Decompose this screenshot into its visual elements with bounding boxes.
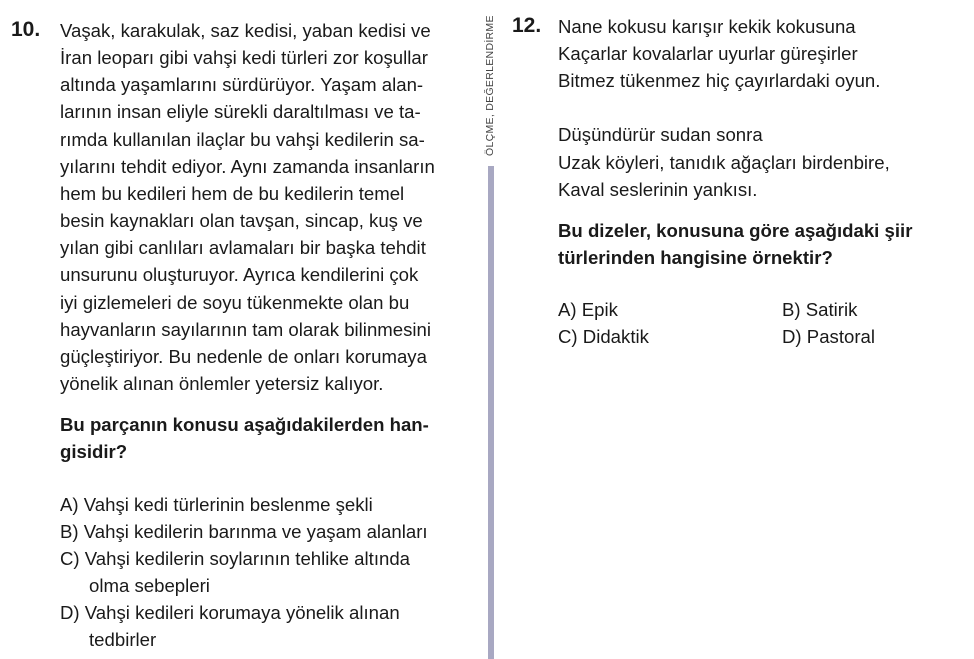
question-12-options xyxy=(558,296,974,350)
question-10-options xyxy=(60,491,480,654)
passage-line: larının insan eliyle sürekli daraltılması ve ta- xyxy=(60,101,421,123)
prompt-line: Bu parçanın konusu aşağıdakilerden han- xyxy=(60,414,429,436)
question-10-passage xyxy=(60,17,480,397)
passage-line: İran leoparı gibi vahşi kedi türleri zor koşullar xyxy=(60,47,428,69)
prompt-line: türlerinden hangisine örnektir? xyxy=(558,247,833,269)
poem-line: Kaçarlar kovalarlar uyurlar güreşirler xyxy=(558,43,858,65)
options-row xyxy=(558,323,974,350)
option-c[interactable] xyxy=(60,545,480,599)
option-a[interactable]: A) Vahşi kedi türlerinin beslenme şekli xyxy=(60,493,373,515)
passage-line: güçleştiriyor. Bu nedenle de onları korumaya xyxy=(60,345,427,367)
option-d-line-1: D) Vahşi kedileri korumaya yönelik alınan xyxy=(60,602,400,624)
prompt-line: gisidir? xyxy=(60,441,128,463)
section-side-label-text: ÖLÇME, DEĞERLENDİRME xyxy=(484,15,496,156)
poem-line: Kaval seslerinin yankısı. xyxy=(558,178,758,200)
passage-line: yılan gibi canlıları avlamaları bir başka tehdit xyxy=(60,237,426,259)
poem-line: Uzak köyleri, tanıdık ağaçları birdenbire, xyxy=(558,151,890,173)
question-10-number: 10. xyxy=(11,18,41,41)
option-d[interactable] xyxy=(60,599,480,653)
poem-line: Nane kokusu karışır kekik kokusuna xyxy=(558,16,856,37)
option-c-line-2: olma sebepleri xyxy=(89,574,210,596)
passage-line: yılarını tehdit ediyor. Aynı zamanda insanların xyxy=(60,155,435,177)
question-12-number: 12. xyxy=(512,14,542,37)
passage-line: unsurunu oluşturuyor. Ayrıca kendilerini çok xyxy=(60,264,419,286)
passage-line: hayvanların sayılarının tam olarak bilinmesini xyxy=(60,318,432,340)
question-12-poem-stanza-1 xyxy=(558,13,974,94)
poem-line: Düşündürür sudan sonra xyxy=(558,124,763,146)
passage-line: iyi gizlemeleri de soyu tükenmekte olan bu xyxy=(60,291,410,313)
column-divider-bar xyxy=(488,166,494,659)
poem-line: Bitmez tükenmez hiç çayırlardaki oyun. xyxy=(558,70,881,92)
option-b[interactable]: B) Vahşi kedilerin barınma ve yaşam alanları xyxy=(60,520,428,542)
passage-line: hem bu kedileri hem de bu kedilerin temel xyxy=(60,182,405,204)
passage-line: rımda kullanılan ilaçlar bu vahşi kedilerin sa- xyxy=(60,128,425,150)
passage-line: altında yaşamlarını sürdürüyor. Yaşam alan- xyxy=(60,74,424,96)
passage-line: besin kaynakları olan tavşan, sincap, kuş ve xyxy=(60,210,423,232)
option-c-line-1: C) Vahşi kedilerin soylarının tehlike altında xyxy=(60,547,411,569)
passage-line: Vaşak, karakulak, saz kedisi, yaban kedisi ve xyxy=(60,20,431,41)
option-a[interactable]: A) Epik xyxy=(558,299,618,321)
question-12-prompt xyxy=(558,217,974,271)
option-d-line-2: tedbirler xyxy=(89,629,157,651)
option-b[interactable]: B) Satirik xyxy=(782,299,858,321)
prompt-line: Bu dizeler, konusuna göre aşağıdaki şiir xyxy=(558,219,913,241)
question-12-body xyxy=(558,13,974,351)
question-10-body xyxy=(60,17,480,653)
question-10-prompt xyxy=(60,411,480,465)
option-c[interactable]: C) Didaktik xyxy=(558,326,649,348)
question-12-poem-stanza-2 xyxy=(558,121,974,202)
section-side-label xyxy=(483,0,499,156)
options-row xyxy=(558,296,974,323)
option-d[interactable]: D) Pastoral xyxy=(782,326,875,348)
passage-line: yönelik alınan önlemler yetersiz kalıyor. xyxy=(60,373,384,395)
